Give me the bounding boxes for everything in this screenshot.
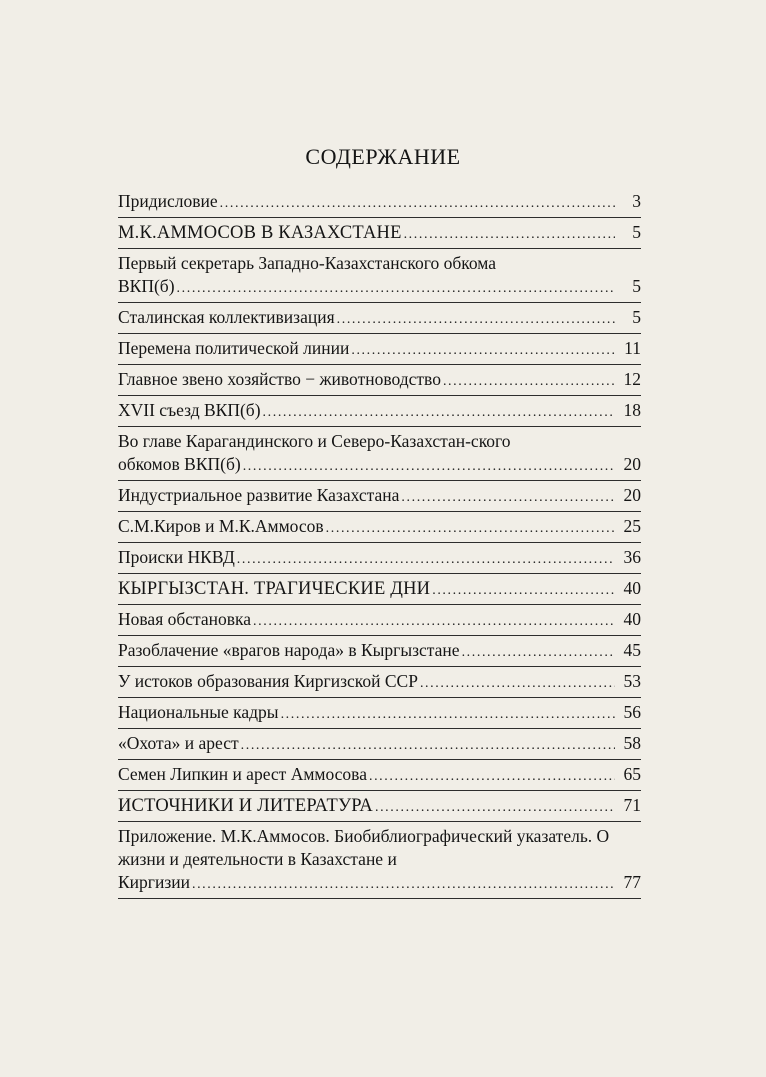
toc-entry-title: ИСТОЧНИКИ И ЛИТЕРАТУРА	[118, 796, 373, 816]
toc-entry-title: «Охота» и арест	[118, 733, 239, 753]
toc-page-number: 53	[623, 671, 641, 691]
dot-leader	[351, 339, 615, 362]
toc-entry	[118, 698, 641, 729]
toc-entry	[118, 303, 641, 334]
toc-entry-title: С.М.Киров и М.К.Аммосов	[118, 516, 324, 536]
toc-entry-title: Главное звено хозяйство − животноводство	[118, 369, 441, 389]
dot-leader	[281, 703, 615, 726]
table-of-contents	[118, 187, 641, 899]
dot-leader	[192, 873, 615, 896]
dot-leader	[326, 517, 615, 540]
toc-entry-title: Сталинская коллективизация	[118, 307, 335, 327]
toc-entry	[118, 187, 641, 218]
dot-leader	[263, 401, 615, 424]
toc-entry-title-line: Первый секретарь Западно-Казахстанского обкома	[118, 253, 497, 273]
toc-entry	[118, 605, 641, 636]
toc-page-number: 18	[623, 400, 641, 420]
toc-entry-title: М.К.АММОСОВ В КАЗАХСТАНЕ	[118, 223, 402, 243]
toc-page-number: 45	[623, 640, 641, 660]
toc-page-number: 77	[623, 872, 641, 892]
toc-page-number: 5	[632, 222, 641, 242]
toc-entry	[118, 729, 641, 760]
dot-leader	[404, 223, 615, 246]
toc-page-number: 25	[623, 516, 641, 536]
toc-page-number: 65	[623, 764, 641, 784]
toc-page-number: 71	[623, 795, 641, 815]
dot-leader	[462, 641, 615, 664]
toc-entry	[118, 636, 641, 667]
page-title: СОДЕРЖАНИЕ	[305, 144, 461, 169]
toc-entry-title: Разоблачение «врагов народа» в Кыргызстане	[118, 640, 460, 660]
dot-leader	[337, 308, 615, 331]
dot-leader	[401, 486, 615, 509]
toc-page-number: 56	[623, 702, 641, 722]
toc-entry-title: Семен Липкин и арест Аммосова	[118, 764, 367, 784]
toc-page-number: 40	[623, 578, 641, 598]
dot-leader	[237, 548, 615, 571]
toc-page-number: 5	[632, 276, 641, 296]
toc-entry-title: Придисловие	[118, 191, 218, 211]
toc-entry	[118, 481, 641, 512]
toc-entry	[118, 396, 641, 427]
dot-leader	[241, 734, 615, 757]
toc-page-number: 5	[632, 307, 641, 327]
toc-entry-title: КЫРГЫЗСТАН. ТРАГИЧЕСКИЕ ДНИ	[118, 579, 431, 599]
toc-entry-title: Национальные кадры	[118, 702, 279, 722]
toc-entry-title: Индустриальное развитие Казахстана	[118, 485, 400, 505]
toc-entry-title: Перемена политической линии	[118, 338, 350, 358]
toc-entry	[118, 512, 641, 543]
dot-leader	[432, 579, 615, 602]
toc-page-number: 20	[623, 485, 641, 505]
toc-entry	[118, 543, 641, 574]
toc-entry-title: Киргизии	[118, 872, 190, 892]
toc-page-number: 11	[624, 338, 641, 358]
toc-page-number: 20	[623, 454, 641, 474]
toc-entry-title: У истоков образования Киргизской ССР	[118, 671, 418, 691]
dot-leader	[220, 192, 615, 215]
toc-page-number: 58	[623, 733, 641, 753]
toc-entry	[118, 427, 641, 481]
toc-page-number: 36	[623, 547, 641, 567]
toc-section-entry	[118, 574, 641, 605]
toc-page-number: 12	[623, 369, 641, 389]
dot-leader	[443, 370, 615, 393]
dot-leader	[177, 277, 615, 300]
toc-entry	[118, 667, 641, 698]
toc-entry	[118, 365, 641, 396]
toc-page-number: 3	[632, 191, 641, 211]
toc-entry	[118, 822, 641, 899]
toc-entry-title: обкомов ВКП(б)	[118, 454, 241, 474]
toc-entry-title: ВКП(б)	[118, 276, 175, 296]
toc-entry	[118, 334, 641, 365]
toc-entry-title-line: Во главе Карагандинского и Северо-Казахстан-ского	[118, 431, 511, 451]
toc-section-entry	[118, 791, 641, 822]
toc-entry	[118, 249, 641, 303]
toc-entry	[118, 760, 641, 791]
dot-leader	[375, 796, 615, 819]
toc-entry-title: XVII съезд ВКП(б)	[118, 400, 261, 420]
dot-leader	[243, 455, 615, 478]
dot-leader	[369, 765, 615, 788]
toc-entry-title-line: Приложение. М.К.Аммосов. Биобиблиографический указатель. О жизни и деятельности в Казахстане и	[118, 826, 610, 869]
toc-page-number: 40	[623, 609, 641, 629]
dot-leader	[253, 610, 615, 633]
toc-entry-title: Происки НКВД	[118, 547, 235, 567]
toc-section-entry	[118, 218, 641, 249]
toc-entry-title: Новая обстановка	[118, 609, 252, 629]
dot-leader	[420, 672, 615, 695]
